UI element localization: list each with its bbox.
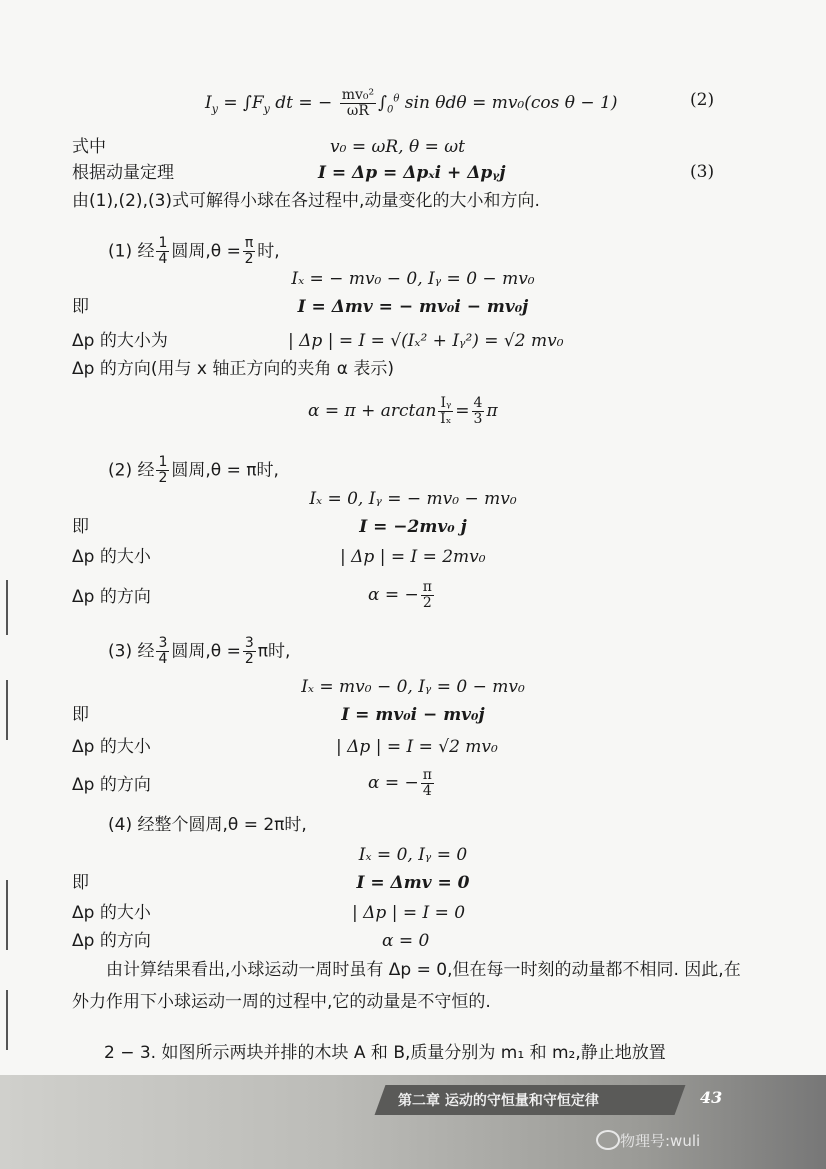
- label-magnitude-4: Δp 的大小: [72, 903, 151, 923]
- case-3-impulse-components: Iₓ = mv₀ − 0, Iᵧ = 0 − mv₀: [301, 677, 525, 697]
- label-ji-1: 即: [72, 297, 89, 317]
- wechat-icon: [596, 1130, 620, 1150]
- case-4-magnitude: | Δp | = I = 0: [352, 903, 466, 923]
- case-1-heading: (1) 经 $\frac{1}{4}$ 圆周,θ = $\frac{\pi}{2}$ 时,: [108, 235, 280, 267]
- label-ji-3: 即: [72, 705, 89, 725]
- label-direction-3: Δp 的方向: [72, 775, 151, 795]
- equation-number-3: (3): [690, 162, 715, 182]
- case-3-magnitude: | Δp | = I = √2 mv₀: [336, 737, 498, 757]
- scan-edge-mark: [6, 880, 8, 950]
- label-magnitude-1: Δp 的大小为: [72, 331, 168, 351]
- label-direction-4: Δp 的方向: [72, 931, 151, 951]
- case-1-impulse-components: Iₓ = − mv₀ − 0, Iᵧ = 0 − mv₀: [291, 269, 535, 289]
- solve-statement: 由(1),(2),(3)式可解得小球在各过程中,动量变化的大小和方向.: [72, 191, 540, 211]
- equation-momentum-theorem: I = Δp = Δpₓi + Δpᵧj: [318, 163, 506, 183]
- case-4-angle: α = 0: [382, 931, 430, 951]
- case-2-impulse-components: Iₓ = 0, Iᵧ = − mv₀ − mv₀: [309, 489, 517, 509]
- label-shizhong: 式中: [72, 137, 106, 157]
- scan-edge-mark: [6, 580, 8, 635]
- problem-2-3-statement: 2 − 3. 如图所示两块并排的木块 A 和 B,质量分别为 m₁ 和 m₂,静止地放置: [104, 1043, 666, 1063]
- case-1-magnitude: | Δp | = I = √(Iₓ² + Iᵧ²) = √2 mv₀: [288, 331, 564, 351]
- case-3-angle: α = − $\frac{\pi}{4}$: [368, 767, 432, 799]
- case-4-heading: (4) 经整个圆周,θ = 2π时,: [108, 815, 307, 835]
- label-magnitude-2: Δp 的大小: [72, 547, 151, 567]
- conclusion-paragraph: 由计算结果看出,小球运动一周时虽有 Δp = 0,但在每一时刻的动量都不相同. 因此,在外力作用下小球运动一周的过程中,它的动量是不守恒的.: [72, 960, 741, 1012]
- case-4-impulse-vector: I = Δmv = 0: [356, 873, 470, 893]
- case-2-impulse-vector: I = −2mv₀ j: [359, 517, 467, 537]
- equation-impulse-y: $I_y = \int F_y$ dt = − $\frac{\text{mv₀²}}{\omega R}$ $\int_0^\theta$ sin θdθ = mv₀(cos θ − 1): [205, 87, 618, 119]
- label-ji-4: 即: [72, 873, 89, 893]
- case-2-heading: (2) 经 $\frac{1}{2}$ 圆周,θ = π时,: [108, 454, 279, 486]
- label-ji-2: 即: [72, 517, 89, 537]
- case-2-magnitude: | Δp | = I = 2mv₀: [340, 547, 486, 567]
- chapter-title: 第二章 运动的守恒量和守恒定律: [398, 1093, 599, 1109]
- case-3-heading: (3) 经 $\frac{3}{4}$ 圆周,θ = $\frac{3}{2}$ π时,: [108, 635, 291, 667]
- equation-number-2: (2): [690, 90, 715, 110]
- equation-v0: v₀ = ωR, θ = ωt: [330, 137, 465, 157]
- case-2-angle: α = − $\frac{\pi}{2}$: [368, 579, 432, 611]
- case-3-impulse-vector: I = mv₀i − mv₀j: [341, 705, 485, 725]
- label-direction-2: Δp 的方向: [72, 587, 151, 607]
- watermark: 物理号:wuli: [620, 1132, 701, 1150]
- scan-edge-mark: [6, 990, 8, 1050]
- case-1-angle: α = π + arctan $\frac{\text{Iᵧ}}{\text{Iₓ}}$ = $\frac{4}{3}$ π: [308, 395, 498, 427]
- page-number: 43: [700, 1088, 723, 1107]
- case-4-impulse-components: Iₓ = 0, Iᵧ = 0: [358, 845, 468, 865]
- case-1-impulse-vector: I = Δmv = − mv₀i − mv₀j: [297, 297, 529, 317]
- label-direction-1: Δp 的方向(用与 x 轴正方向的夹角 α 表示): [72, 359, 394, 379]
- scan-edge-mark: [6, 680, 8, 740]
- label-magnitude-3: Δp 的大小: [72, 737, 151, 757]
- label-momentum-theorem: 根据动量定理: [72, 163, 174, 183]
